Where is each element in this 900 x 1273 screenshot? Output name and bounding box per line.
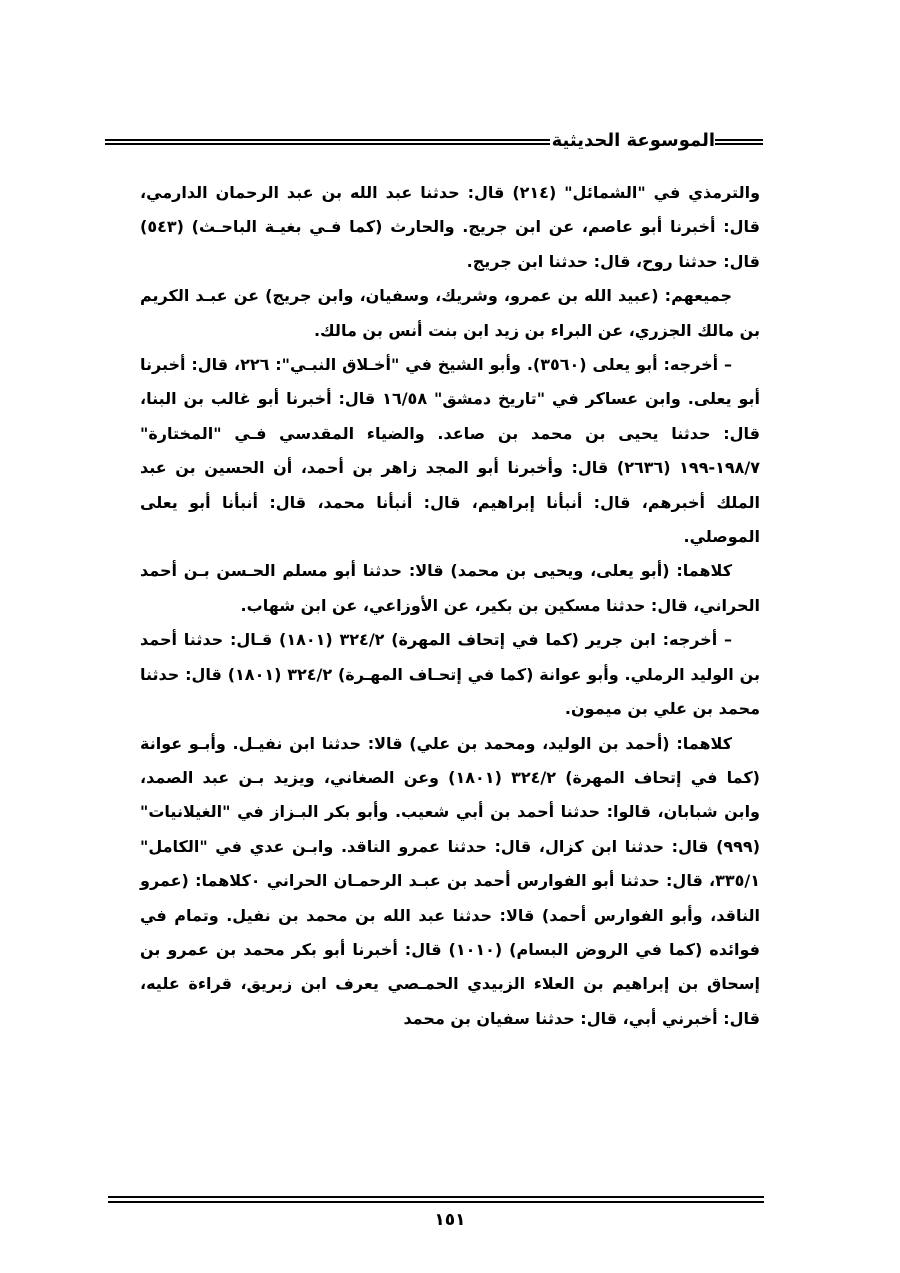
paragraph-4: كلاهما: (أبو يعلى، ويحيى بن محمد) قالا: حدثنا أبو مسلم الحـسن بـن أحمد الحراني، قال: حدثنا مسكين بن بكير، عن الأوزاعي، عن ابن شهاب. bbox=[140, 561, 760, 615]
body-text bbox=[140, 176, 760, 1036]
paragraph-3: – أخرجه: أبو يعلى (٣٥٦٠). وأبو الشيخ في "أخـلاق النبـي": ٢٢٦، قال: أخبرنا أبو يعلى. وابن عساكر في "تاريخ دمشق" ١٦/٥٨ قال: أخبرنا أبو غالب بن البنا، قال: حدثنا يحيى بن محمد بن صاعد. والضياء المقدسي فـي "المختارة" ١٩٨/٧-١٩٩ (٢٦٣٦) قال: وأخبرنا أبو المجد زاهر بن أحمد، أن الحسين بن عبد الملك أخبرهم، قال: أنبأنا إبراهيم، قال: أنبأنا محمد، قال: أنبأنا أبو يعلى الموصلي. bbox=[140, 355, 761, 547]
paragraph-5: – أخرجه: ابن جرير (كما في إتحاف المهرة) ٣٢٤/٢ (١٨٠١) قـال: حدثنا أحمد بن الوليد الرملي. وأبو عوانة (كما في إتحـاف المهـرة) ٣٢٤/٢ (١٨٠١) قال: حدثنا محمد بن علي بن ميمون. bbox=[140, 630, 760, 719]
footer-rule bbox=[108, 1196, 764, 1203]
paragraph-6: كلاهما: (أحمد بن الوليد، ومحمد بن علي) قالا: حدثنا ابن نفيـل. وأبـو عوانة (كما في إتحاف المهرة) ٣٢٤/٢ (١٨٠١) وعن الصغاني، ويزيد بـن عبد الصمد، وابن شبابان، قالوا: حدثنا أحمد بن أبي شعيب. وأبو بكر البـزاز في "الغيلانيات" (٩٩٩) قال: حدثنا ابن كزال، قال: حدثنا عمرو الناقد. وابـن عدي في "الكامل" ٣٣٥/١، قال: حدثنا أبو الفوارس أحمد بن عبـد الرحمـان الحراني ٠كلاهما: (عمرو الناقد، وأبو الفوارس أحمد) قالا: حدثنا عبد الله بن محمد بن نفيل. وتمام في فوائده (كما في الروض البسام) (١٠١٠) قال: أخبرنا أبو بكر محمد بن عمرو بن إسحاق بن إبراهيم بن العلاء الزبيدي الحمـصي يعرف ابن زبريق، قراءة عليه، قال: أخبرني أبي، قال: حدثنا سفيان بن محمد bbox=[140, 733, 760, 1028]
paragraph-2: جميعهم: (عبيد الله بن عمرو، وشريك، وسفيان، وابن جريج) عن عبـد الكريم بن مالك الجزري، عن البراء بن زيد ابن بنت أنس بن مالك. bbox=[140, 286, 760, 340]
paragraph-1: والترمذي في "الشمائل" (٢١٤) قال: حدثنا عبد الله بن عبد الرحمان الدارمي، قال: أخبرنا أبو عاصم، عن ابن جريج. والحارث (كما فـي بغيـة الباحـث) (٥٤٣) قال: حدثنا روح، قال: حدثنا ابن جريج. bbox=[140, 183, 761, 271]
header-rule-left bbox=[105, 139, 550, 145]
running-header bbox=[105, 122, 763, 158]
page-number: ١٥١ bbox=[434, 1210, 466, 1230]
header-title: الموسوعة الحديثية bbox=[551, 129, 715, 151]
header-rule-right bbox=[715, 139, 763, 145]
